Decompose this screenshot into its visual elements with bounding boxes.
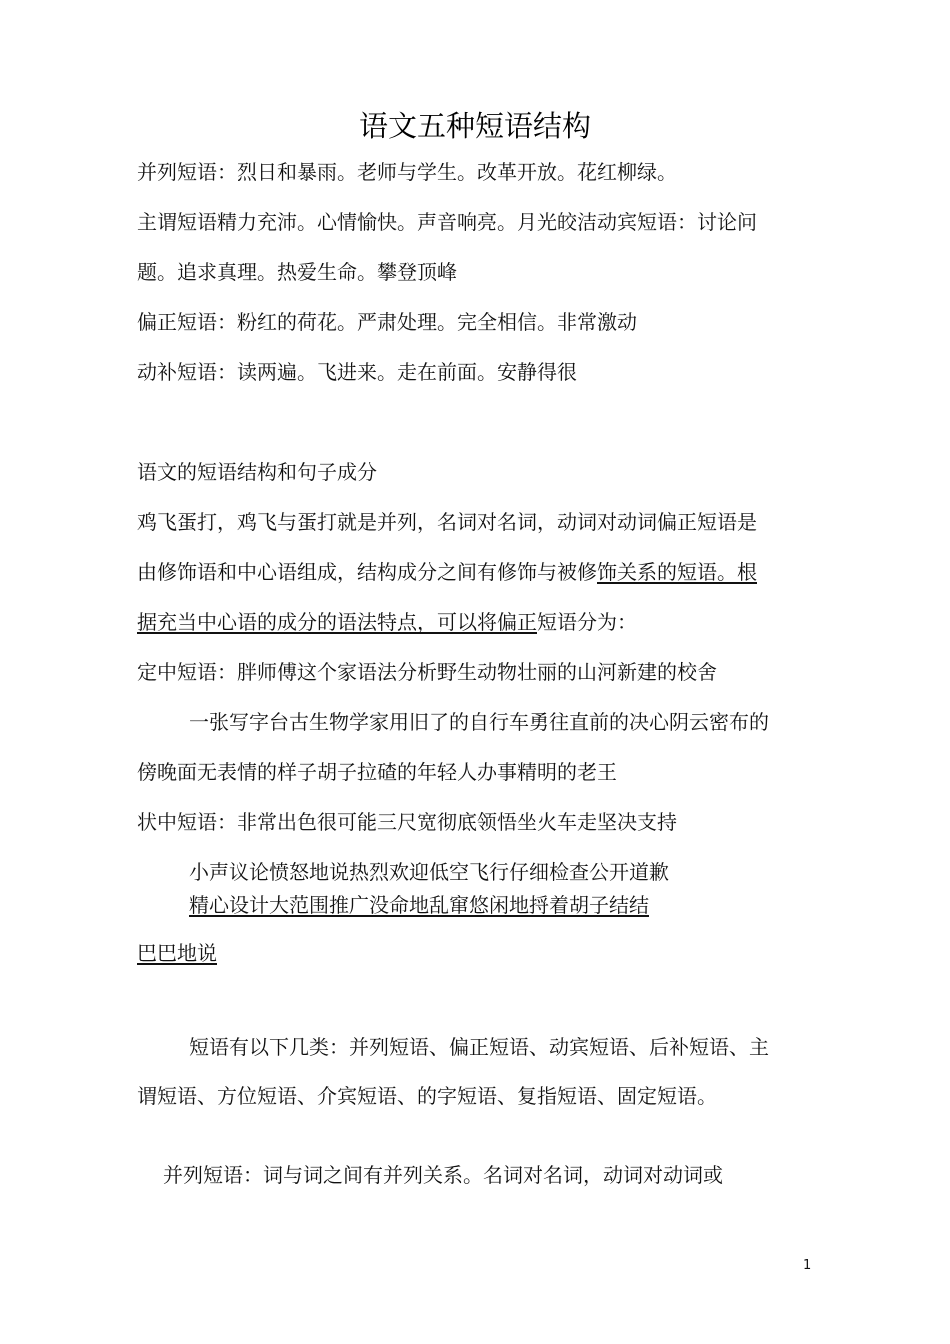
text-line: [137, 609, 637, 635]
text-line: 巴巴地说: [137, 941, 217, 965]
section-heading: 语文的短语结构和句子成分: [137, 460, 377, 484]
text-line: 主谓短语精力充沛。心情愉快。声音响亮。月光皎洁动宾短语：讨论问: [137, 210, 757, 234]
text-line: 并列短语：烈日和暴雨。老师与学生。改革开放。花红柳绿。: [137, 160, 677, 184]
text-line: 并列短语：词与词之间有并列关系。名词对名词，动词对动词或: [163, 1163, 723, 1187]
text-line: 一张写字台古生物学家用旧了的自行车勇往直前的决心阴云密布的: [189, 710, 769, 734]
text-line: 定中短语：胖师傅这个家语法分析野生动物壮丽的山河新建的校舍: [137, 660, 717, 684]
text-line: 鸡飞蛋打，鸡飞与蛋打就是并列，名词对名词，动词对动词偏正短语是: [137, 510, 757, 534]
text-line: 傍晚面无表情的样子胡子拉碴的年轻人办事精明的老王: [137, 760, 617, 784]
text-fragment: 短语分为：: [537, 610, 637, 634]
text-line: 谓短语、方位短语、介宾短语、的字短语、复指短语、固定短语。: [137, 1084, 717, 1108]
page-title: 语文五种短语结构: [358, 109, 591, 143]
underlined-fragment: 据充当中心语的成分的语法特点，可以将偏正: [137, 610, 537, 634]
text-line: 精心设计大范围推广没命地乱窜悠闲地捋着胡子结结: [189, 893, 649, 917]
underlined-fragment: 饰关系的短语。根: [597, 560, 757, 584]
text-line: 偏正短语：粉红的荷花。严肃处理。完全相信。非常激动: [137, 310, 637, 334]
text-line: 状中短语：非常出色很可能三尺宽彻底领悟坐火车走坚决支持: [137, 810, 677, 834]
text-fragment: 由修饰语和中心语组成，结构成分之间有修饰与被修: [137, 560, 597, 584]
page-number: 1: [803, 1258, 812, 1273]
text-line: [137, 559, 757, 585]
text-line: 短语有以下几类：并列短语、偏正短语、动宾短语、后补短语、主: [189, 1035, 769, 1059]
text-line: 小声议论愤怒地说热烈欢迎低空飞行仔细检查公开道歉: [189, 860, 669, 884]
text-line: 动补短语：读两遍。飞进来。走在前面。安静得很: [137, 360, 577, 384]
text-line: 题。追求真理。热爱生命。攀登顶峰: [137, 260, 457, 284]
